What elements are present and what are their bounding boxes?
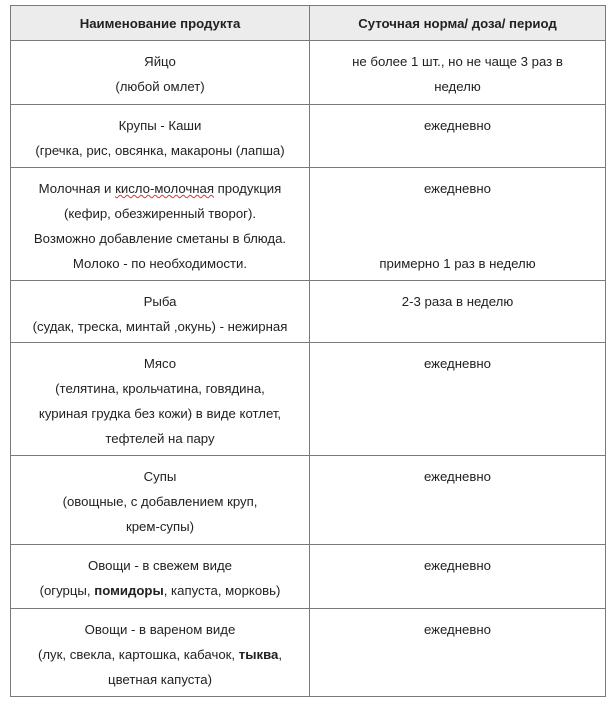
product-details: (любой омлет) bbox=[115, 79, 205, 94]
norm-text: 2-3 раза в неделю bbox=[401, 294, 514, 309]
norm-cell bbox=[310, 105, 606, 168]
table-row bbox=[11, 168, 606, 281]
spellcheck-underline: кисло-молочная bbox=[115, 181, 214, 196]
norm-text: примерно 1 раз в неделю bbox=[379, 256, 536, 271]
product-name: Яйцо bbox=[144, 54, 176, 69]
norm-cell bbox=[310, 281, 606, 343]
norm-text: ежедневно bbox=[424, 469, 491, 484]
table-row bbox=[11, 545, 606, 609]
product-name: Овощи - в свежем виде bbox=[88, 558, 232, 573]
table-row bbox=[11, 41, 606, 105]
product-details: Возможно добавление сметаны в блюда. bbox=[33, 231, 287, 246]
product-details: тефтелей на пару bbox=[105, 431, 215, 446]
norm-cell bbox=[310, 168, 606, 281]
norm-text: ежедневно bbox=[424, 181, 491, 196]
norm-text: ежедневно bbox=[424, 558, 491, 573]
product-details: Молоко - по необходимости. bbox=[72, 256, 248, 271]
norm-text: ежедневно bbox=[424, 118, 491, 133]
product-name: Рыба bbox=[143, 294, 177, 309]
table-header-row bbox=[11, 6, 606, 41]
product-cell bbox=[11, 456, 310, 545]
product-cell bbox=[11, 168, 310, 281]
bold-word: тыква bbox=[238, 647, 279, 662]
product-cell bbox=[11, 41, 310, 105]
product-cell bbox=[11, 609, 310, 697]
header-product: Наименование продукта bbox=[11, 6, 310, 41]
product-name: Овощи - в вареном виде bbox=[84, 622, 236, 637]
product-name: Молочная и кисло-молочная продукция bbox=[38, 181, 282, 196]
product-details: крем-супы) bbox=[125, 519, 195, 534]
product-details: (гречка, рис, овсянка, макароны (лапша) bbox=[35, 143, 285, 158]
table-row bbox=[11, 456, 606, 545]
norm-text: неделю bbox=[434, 79, 481, 94]
norm-text: ежедневно bbox=[424, 356, 491, 371]
product-details: (телятина, крольчатина, говядина, bbox=[55, 381, 265, 396]
product-details: (огурцы, помидоры, капуста, морковь) bbox=[39, 583, 281, 598]
product-cell bbox=[11, 105, 310, 168]
bold-word: помидоры bbox=[94, 583, 164, 598]
norm-cell bbox=[310, 545, 606, 609]
header-norm: Суточная норма/ доза/ период bbox=[310, 6, 606, 41]
table-row bbox=[11, 609, 606, 697]
norm-text: не более 1 шт., но не чаще 3 раз в bbox=[352, 54, 563, 69]
product-details: куриная грудка без кожи) в виде котлет, bbox=[38, 406, 282, 421]
product-name: Мясо bbox=[143, 356, 177, 371]
product-details: (судак, треска, минтай ,окунь) - нежирная bbox=[32, 319, 288, 334]
table-row bbox=[11, 343, 606, 456]
table-row bbox=[11, 281, 606, 343]
norm-cell bbox=[310, 456, 606, 545]
product-cell bbox=[11, 281, 310, 343]
product-details: (овощные, с добавлением круп, bbox=[62, 494, 258, 509]
product-cell bbox=[11, 545, 310, 609]
norm-cell bbox=[310, 343, 606, 456]
product-cell bbox=[11, 343, 310, 456]
product-name: Крупы - Каши bbox=[118, 118, 202, 133]
product-name: Супы bbox=[143, 469, 177, 484]
table-row bbox=[11, 105, 606, 168]
product-details: (лук, свекла, картошка, кабачок, тыква, bbox=[37, 647, 283, 662]
norm-text: ежедневно bbox=[424, 622, 491, 637]
norm-cell bbox=[310, 41, 606, 105]
diet-table bbox=[10, 5, 606, 697]
product-details: (кефир, обезжиренный творог). bbox=[63, 206, 257, 221]
product-details: цветная капуста) bbox=[108, 672, 212, 687]
norm-cell bbox=[310, 609, 606, 697]
